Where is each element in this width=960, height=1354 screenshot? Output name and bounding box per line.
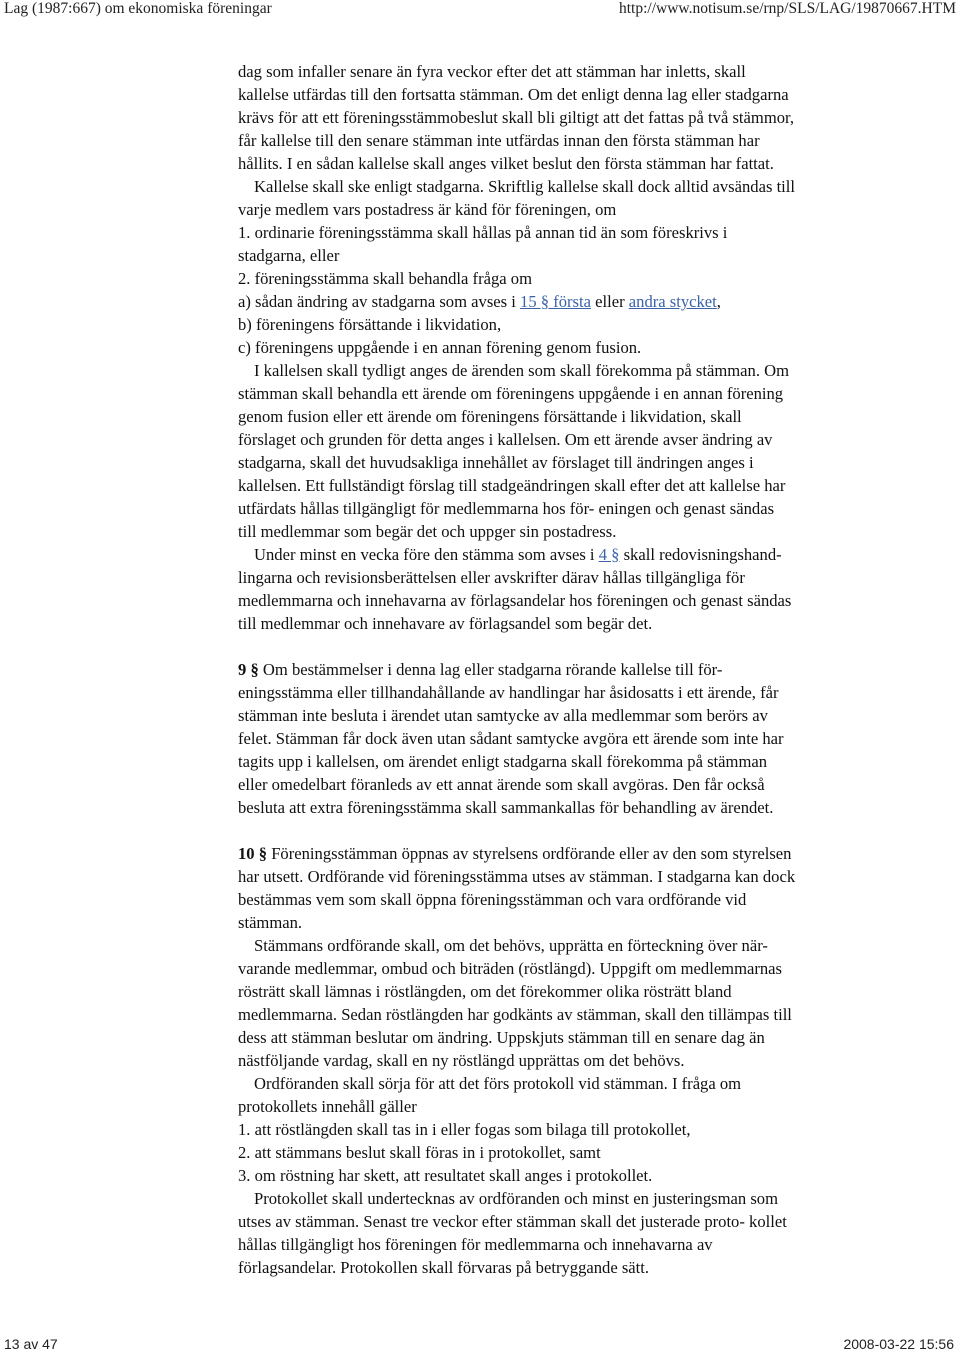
- page-footer-datetime: 2008-03-22 15:56: [843, 1336, 954, 1352]
- text-span: a) sådan ändring av stadgarna som avses i: [238, 292, 521, 311]
- text-line: varje medlem vars postadress är känd för föreningen, om: [238, 200, 617, 219]
- text-line: genom fusion eller ett ärende om föreningens försättande i likvidation, skall: [238, 407, 742, 426]
- section-gap: [238, 635, 898, 658]
- text-span: ,: [716, 292, 721, 311]
- text-line: kallelse utfärdas till den fortsatta stämman. Om det enligt denna lag eller stadgarna: [238, 85, 789, 104]
- text-line: stämman.: [238, 913, 303, 932]
- text-line: 1. att röstlängden skall tas in i eller fogas som bilaga till protokollet,: [238, 1120, 691, 1139]
- section-10-first-line: [238, 842, 898, 865]
- text-line: protokollets innehåll gäller: [238, 1097, 417, 1116]
- text-line: stämman skall behandla ett ärende om föreningens uppgående i en annan förening: [238, 384, 784, 403]
- link-15-forsta[interactable]: 15 § första: [520, 292, 591, 311]
- text-span: Under minst en vecka före den stämma som avses i: [254, 545, 599, 564]
- section-10-number: 10 §: [238, 844, 268, 863]
- text-line: 2. föreningsstämma skall behandla fråga om: [238, 269, 532, 288]
- text-line: eningsstämma eller tillhandahållande av handlingar har åsidosatts i ett ärende, får: [238, 683, 779, 702]
- section-9-number: 9 §: [238, 660, 259, 679]
- text-line: bestämmas vem som skall öppna föreningsstämman och vara ordförande vid: [238, 890, 747, 909]
- text-line: lingarna och revisionsberättelsen eller avskrifter därav hållas tillgängliga för: [238, 568, 745, 587]
- text-span: Föreningsstämman öppnas av styrelsens ordförande eller av den som styrelsen: [267, 844, 792, 863]
- text-line: Protokollet skall undertecknas av ordföranden och minst en justeringsman som: [254, 1189, 778, 1208]
- text-line: har utsett. Ordförande vid föreningsstämma utses av stämman. I stadgarna kan dock: [238, 867, 796, 886]
- link-andra-stycket[interactable]: andra stycket: [628, 292, 717, 311]
- page-footer-page-number: 13 av 47: [4, 1336, 58, 1352]
- text-line: tagits upp i kallelsen, om ärendet enligt stadgarna skall förekomma på stämman: [238, 752, 768, 771]
- text-line: felet. Stämman får dock även utan sådant samtycke avgöra ett ärende som inte har: [238, 729, 784, 748]
- text-line: utses av stämman. Senast tre veckor efter stämman skall det justerade proto- kollet: [238, 1212, 787, 1231]
- text-line: förslaget och grunden för detta anges i kallelsen. Om ett ärende avser ändring av: [238, 430, 773, 449]
- text-line: 1. ordinarie föreningsstämma skall hållas på annan tid än som föreskrivs i: [238, 223, 728, 242]
- text-line: till medlemmar som begär det och uppger sin postadress.: [238, 522, 617, 541]
- text-line: medlemmarna och innehavarna av förlagsandelar hos föreningen och genast sändas: [238, 591, 792, 610]
- text-line-with-links: [238, 290, 898, 313]
- text-line: nästföljande vardag, skall en ny röstlängd upprättas om det behövs.: [238, 1051, 685, 1070]
- page-header-url: http://www.notisum.se/rnp/SLS/LAG/19870667.HTM: [619, 0, 956, 17]
- text-line: 3. om röstning har skett, att resultatet skall anges i protokollet.: [238, 1166, 653, 1185]
- text-line: varande medlemmar, ombud och biträden (röstlängd). Uppgift om medlemmarnas: [238, 959, 783, 978]
- section-9-first-line: [238, 658, 898, 681]
- text-line: stämman inte besluta i ärendet utan samtycke av alla medlemmar som berörs av: [238, 706, 768, 725]
- text-line: förlagsandelar. Protokollen skall förvaras på betryggande sätt.: [238, 1258, 650, 1277]
- document-body: [238, 60, 898, 1279]
- text-line: eller omedelbart föranleds av ett annat ärende som skall avgöras. Den får också: [238, 775, 765, 794]
- text-line: Ordföranden skall sörja för att det förs protokoll vid stämman. I fråga om: [254, 1074, 742, 1093]
- text-line: medlemmarna. Sedan röstlängden har godkänts av stämman, skall den tillämpas till: [238, 1005, 792, 1024]
- text-line: kallelsen. Ett fullständigt förslag till stadgeändringen skall efter det att kallelse har: [238, 476, 786, 495]
- text-line: hållas tillgängligt hos föreningen för medlemmarna och innehavarna av: [238, 1235, 713, 1254]
- text-span: skall redovisningshand-: [619, 545, 782, 564]
- text-line: Kallelse skall ske enligt stadgarna. Skriftlig kallelse skall dock alltid avsändas till: [254, 177, 796, 196]
- text-span: eller: [591, 292, 629, 311]
- text-line: rösträtt skall lämnas i röstlängden, om det förekommer olika rösträtt bland: [238, 982, 732, 1001]
- text-line: 2. att stämmans beslut skall föras in i protokollet, samt: [238, 1143, 601, 1162]
- link-4-paragraf[interactable]: 4 §: [598, 545, 620, 564]
- page-header-title: Lag (1987:667) om ekonomiska föreningar: [4, 0, 272, 17]
- text-line-with-link: [238, 543, 898, 566]
- text-line: krävs för att ett föreningsstämmobeslut skall bli giltigt att det fattas på två stämmor,: [238, 108, 795, 127]
- text-line: hållits. I en sådan kallelse skall anges vilket beslut den första stämman har fattat.: [238, 154, 774, 173]
- text-line: c) föreningens uppgående i en annan förening genom fusion.: [238, 338, 642, 357]
- text-line: utfärdats hållas tillgängligt för medlemmarna hos för- eningen och genast sändas: [238, 499, 775, 518]
- text-line: b) föreningens försättande i likvidation,: [238, 315, 502, 334]
- text-line: får kallelse till den senare stämman inte utfärdas innan den första stämman har: [238, 131, 760, 150]
- text-line: dag som infaller senare än fyra veckor efter det att stämman har inletts, skall: [238, 62, 746, 81]
- text-span: Om bestämmelser i denna lag eller stadgarna rörande kallelse till för-: [258, 660, 723, 679]
- text-line: till medlemmar och innehavare av förlagsandel som begär det.: [238, 614, 653, 633]
- text-line: stadgarna, eller: [238, 246, 340, 265]
- text-line: I kallelsen skall tydligt anges de ärenden som skall förekomma på stämman. Om: [254, 361, 790, 380]
- text-line: Stämmans ordförande skall, om det behövs, upprätta en förteckning över när-: [254, 936, 768, 955]
- text-line: besluta att extra föreningsstämma skall sammankallas för behandling av ärendet.: [238, 798, 774, 817]
- text-line: stadgarna, skall det huvudsakliga innehållet av förslaget till ändringen anges i: [238, 453, 754, 472]
- section-gap: [238, 819, 898, 842]
- text-line: dess att stämman beslutar om ändring. Uppskjuts stämman till en senare dag än: [238, 1028, 765, 1047]
